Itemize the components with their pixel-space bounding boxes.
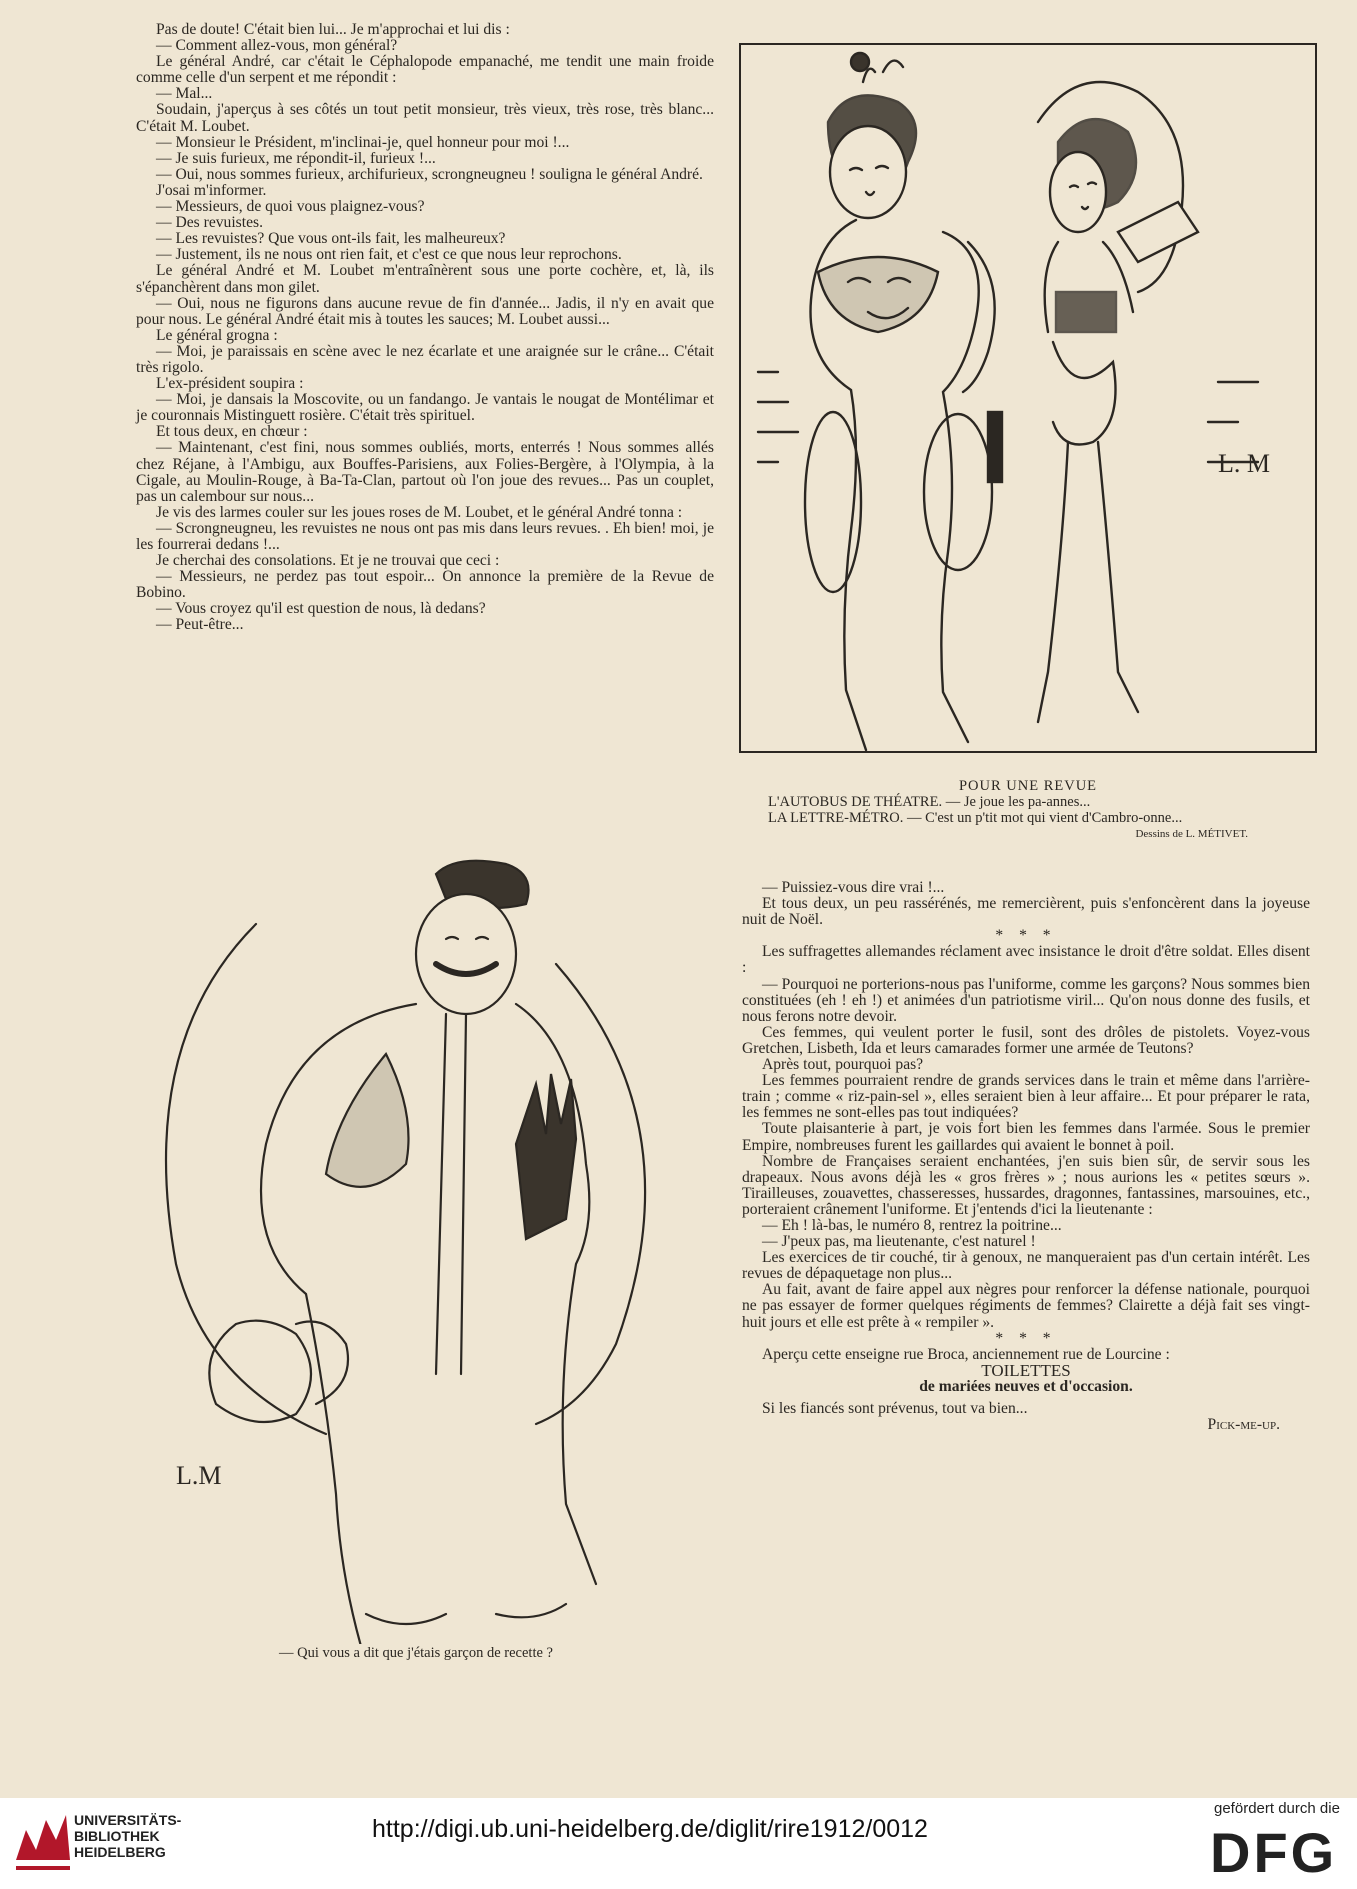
paragraph: — Messieurs, de quoi vous plaignez-vous? [156,198,425,216]
paragraph: — J'peux pas, ma lieutenante, c'est naturel ! [762,1233,1036,1251]
paragraph: — Pourquoi ne porterions-nous pas l'uniforme, comme les garçons? Nous sommes bien constituées (eh ! eh !) et animées d'un patriotisme viril... Qu'on nous donne des fusils, et nous ferons notre devoir. [742,975,1310,1025]
paragraph: Toute plaisanterie à part, je vois fort bien les femmes dans l'armée. Sous le premier Empire, nombreuses furent les gaillardes qui avaient le bonnet à poil. [742,1120,1310,1154]
separator: * * * [995,1329,1057,1347]
paragraph: Le général grogna : [156,326,278,344]
paragraph: Les exercices de tir couché, tir à genoux, ne manqueraient pas d'un certain intérêt. Les revues de dépaquetage non plus... [742,1249,1310,1283]
paragraph: Et tous deux, un peu rassérénés, me remercièrent, puis s'enfoncèrent dans la joyeuse nuit de Noël. [742,895,1310,929]
paragraph: L'ex-président soupira : [156,375,304,393]
funding-label: gefördert durch die [1214,1800,1340,1817]
paragraph: — Je suis furieux, me répondit-il, furieux !... [156,149,436,167]
illustration-garcon-de-recette [136,844,696,1644]
paragraph: Et tous deux, en chœur : [156,423,308,441]
figure2-caption: — Qui vous a dit que j'étais garçon de recette ? [279,1645,553,1661]
figure1-line2: — C'est un p'tit mot qui vient d'Cambro-onne... [906,810,1183,826]
library-name [74,1812,181,1860]
paragraph: — Scrongneugneu, les revuistes ne nous ont pas mis dans leurs revues. . Eh bien! moi, je les fourrerai dedans !... [136,519,714,553]
library-line3: HEIDELBERG [74,1844,166,1860]
separator: * * * [995,927,1057,945]
figure1-speaker2: LA LETTRE-MÉTRO. [768,810,904,826]
paragraph: Aperçu cette enseigne rue Broca, anciennement rue de Lourcine : [762,1345,1170,1363]
left-column-text [136,22,714,634]
paragraph: — Moi, je paraissais en scène avec le nez écarlate et une araignée sur le crâne... C'était très rigolo. [136,342,714,376]
dfg-logo: DFG [1210,1821,1338,1884]
footer [0,1798,1357,1889]
paragraph: Je vis des larmes couler sur les joues roses de M. Loubet, et le général André tonna : [156,503,683,521]
sign-title: TOILETTES [981,1360,1071,1380]
figure1-line1: — Je joue les pa-annes... [945,794,1091,810]
paragraph: — Peut-être... [156,616,244,634]
paragraph: — Oui, nous ne figurons dans aucune revue de fin d'année... Jadis, il n'y en avait que pour nous. Le général André était mis à toutes les sauces; M. Loubet aussi... [136,294,714,328]
paragraph: Je cherchai des consolations. Et je ne trouvai que ceci : [156,552,500,570]
paragraph: — Eh ! là-bas, le numéro 8, rentrez la poitrine... [762,1216,1062,1234]
figure1-title: POUR UNE REVUE [958,778,1098,794]
paragraph: J'osai m'informer. [156,181,267,199]
paragraph: — Messieurs, ne perdez pas tout espoir... On annonce la première de la Revue de Bobino. [136,568,714,602]
source-url-link[interactable]: http://digi.ub.uni-heidelberg.de/diglit/rire1912/0012 [372,1815,928,1843]
sign-subtitle: de mariées neuves et d'occasion. [919,1377,1133,1395]
figure1-caption [748,778,1308,842]
paragraph: — Mal... [156,85,213,103]
paragraph: Les femmes pourraient rendre de grands services dans le train et même dans l'arrière-train ; comme « riz-pain-sel », elles seraient bien à leur affaire... Et pour préparer le rata, les femmes ne sont-elles pas tout indiquées? [742,1072,1310,1122]
paragraph: — Monsieur le Président, m'inclinai-je, quel honneur pour moi !... [156,133,570,151]
paragraph: — Moi, je dansais la Moscovite, ou un fandango. Je vantais le nougat de Montélimar et je couronnais Mistinguett rosière. C'était très spirituel. [136,391,714,425]
illustration-pour-une-revue [738,42,1318,754]
paragraph: Le général André, car c'était le Céphalopode empanaché, me tendit une main froide comme celle d'un serpent et me répondit : [136,53,714,87]
paragraph: — Des revuistes. [156,214,263,232]
paragraph: — Maintenant, c'est fini, nous sommes oubliés, morts, enterrés ! Nous sommes allés chez Réjane, à l'Ambigu, aux Bouffes-Parisiens, aux Folies-Bergère, à l'Olympia, à la Cigale, au Moulin-Rouge, à Ba-Ta-Clan, partout où l'on joue des revues... Pas un couplet, pas un calembour sur nous... [136,439,714,505]
paragraph: — Vous croyez qu'il est question de nous, là dedans? [156,600,486,618]
figure1-credit: Dessins de L. MÉTIVET. [1135,828,1248,840]
paragraph: Soudain, j'aperçus à ses côtés un tout petit monsieur, très vieux, très rose, très blanc... C'était M. Loubet. [136,101,714,135]
paragraph: — Puissiez-vous dire vrai !... [762,879,945,896]
figure1-monogram: L. M [1218,449,1270,478]
library-line1: UNIVERSITÄTS- [74,1812,182,1828]
paragraph: Les suffragettes allemandes réclament avec insistance le droit d'être soldat. Elles disent : [742,943,1310,977]
paragraph: — Comment allez-vous, mon général? [156,37,398,55]
paragraph: Le général André et M. Loubet m'entraînèrent sous une porte cochère, et, là, ils s'épanchèrent dans mon gilet. [136,262,714,296]
paragraph: — Les revuistes? Que vous ont-ils fait, les malheureux? [156,230,506,248]
paragraph: Après tout, pourquoi pas? [762,1056,924,1074]
paragraph: Au fait, avant de faire appel aux nègres pour renforcer la défense nationale, pourquoi ne pas essayer de former quelques régiments de femmes? Clairette a déjà fait ses vingt-huit jours et elle est prête à « rempiler ». [742,1281,1310,1331]
paragraph: Ces femmes, qui veulent porter le fusil, sont des drôles de pistolets. Voyez-vous Gretchen, Lisbeth, Ida et leurs camarades former une armée de Teutons? [742,1023,1310,1057]
figure2-monogram: L.M [176,1461,222,1490]
right-column-text [742,880,1310,1433]
paragraph: Si les fiancés sont prévenus, tout va bien... [762,1400,1028,1417]
signature: Pick-me-up. [1207,1416,1280,1434]
paragraph: Nombre de Françaises seraient enchantées, j'en suis bien sûr, de servir sous les drapeaux. Nous avons déjà les « gros frères » ; nous aurions les « petites sœurs ». Tirailleuses, zouavettes, chasseresses, hussardes, dragonnes, fantassines, marsouines, etc., porteraient crânement l'uniforme. Et j'entends d'ici la lieutenante : [742,1152,1310,1218]
right-paragraphs [742,944,1310,1330]
figure1-speaker1: L'AUTOBUS DE THÉATRE. [768,794,943,810]
paragraph: — Justement, ils ne nous ont rien fait, et c'est ce que nous leur reprochons. [156,246,622,264]
library-line2: BIBLIOTHEK [74,1828,160,1844]
paragraph: — Oui, nous sommes furieux, archifurieux, scrongneugneu ! souligna le général André. [156,165,703,183]
paragraph: Pas de doute! C'était bien lui... Je m'approchai et lui dis : [156,21,510,38]
